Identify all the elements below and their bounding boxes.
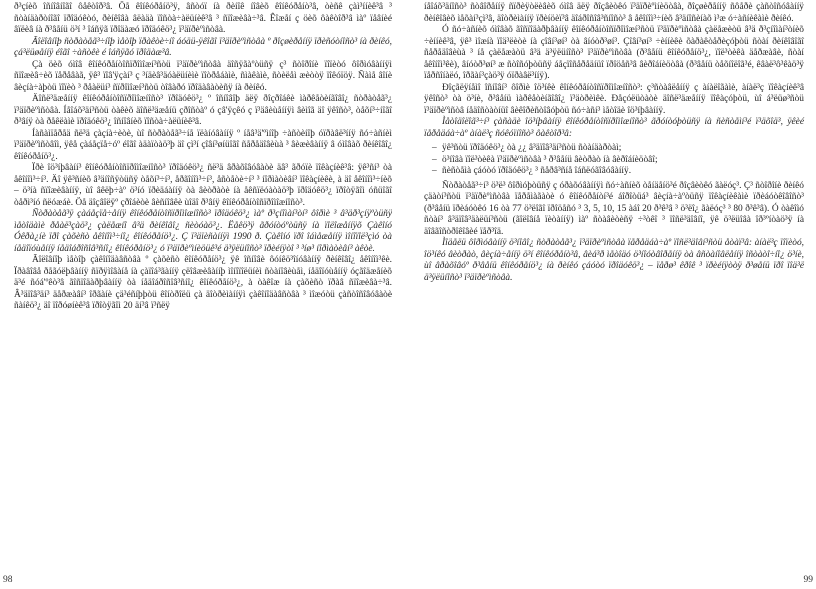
list-item: – ö³íîâà ïîë³òèêà ï³äïðèºìñòâà ³ ð³âåíü âèòðàò íà âèðîáíèöòâî; xyxy=(442,155,804,167)
paragraph: Ïðè îö³íþâàíí³ êîíêóðåíòîñïðîìîæíîñò³ ïðîäóêö³¿ ñë³ä âðàõîâóâàòè äâ³ ãðóïè ïîêàçíèê³â: ÿê³ñí³ òà åêîíîì³÷í³. Äî ÿê³ñíèõ â³äíîñÿòüñÿ òåõí³÷í³, åðãîíîì³÷í³, åñòåòè÷í³ ³ íîðìàòèâí³ ïîêàçíèêè, à äî åêîíîì³÷íèõ – ö³íà ñïîæèâàííÿ, ùî âêëþ÷àº ö³íó ïðèäáàííÿ òà âèòðàòè íà åêñïëóàòàö³þ ïðîäóêö³¿ ïðîòÿãîì óñüîãî òåðì³íó ñëóæáè. Öå äîçâîëÿº çðîáèòè âèñíîâêè ùîäî ð³âíÿ êîíêóðåíòîñïðîìîæíîñò³. xyxy=(14,163,392,208)
list-item: – ÿê³ñòü ïðîäóêö³¿ òà ¿¿ â³äïîâ³äí³ñòü ñòàíäàðòàì; xyxy=(442,143,804,155)
italic-paragraph: Ñòðàòåã³ÿ çàáåçïå÷åííÿ êîíêóðåíòîñïðîìîæíîñò³ ïðîäóêö³¿ ìàº ð³çíîìàí³òí³ ôîðìè ³ â³äð³çíÿºòüñÿ ìåòîäàìè ðåàë³çàö³¿ çàëåæíî â³ä ðèíêîâî¿ ñèòóàö³¿. Ëåêö³ÿ ãðóíòóºòüñÿ íà ïîëîæåííÿõ Çàêîíó Óêðà¿íè ïðî çàõèñò åêîíîì³÷íî¿ êîíêóðåíö³¿. Ç ï³äïèñàííÿì 1990 ð. Çàêîíó ïðî îáìåæåííÿ ìîíîïîë³çìó òà íåäîïóùåííÿ íåäîáðîñîâ³ñíî¿ êîíêóðåíö³¿ ó ï³äïðèºìíèöüê³é ä³ÿëüíîñò³ ïðèéíÿòî ³ ³íø³ íîðìàòèâí³ àêòè. xyxy=(14,209,392,254)
paragraph: Ó ñó÷àñíèõ óìîâàõ ãîñïîäàðþâàííÿ êîíêóðåíòîñïðîìîæí³ñòü ï³äïðèºìñòâà çàëåæèòü â³ä ð³çíîìàí³òíèõ ÷èííèê³â, ÿê³ ìîæíà ïîä³ëèòè íà çîâí³øí³ òà âíóòð³øí³. Çîâí³øí³ ÷èííèêè õàðàêòåðèçóþòü ñòàí ðèíêîâîãî ñåðåäîâèùà ³ íå çàëåæàòü â³ä ä³ÿëüíîñò³ ï³äïðèºìñòâà (ð³âåíü êîíêóðåíö³¿, ïîë³òèêà äåðæàâè, ñòàí åêîíîì³êè), âíóòð³øí³ æ ñòîñóþòüñÿ áåçïîñåðåäíüî ïðîöåñ³â âèðîáíèöòâà (ð³âåíü òåõíîëîã³é, êâàë³ô³êàö³ÿ ïåðñîíàëó, îðãàí³çàö³ÿ óïðàâë³ííÿ). xyxy=(424,25,804,81)
italic-paragraph: Ìîäåëü ôîðìóâàííÿ ö³íîâî¿ ñòðàòåã³¿ ï³äïðèºìñòâà ïåðåäáà÷àº ïîñë³äîâí³ñòü åòàï³â: àíàë³ç ïîïèòó, îö³íêó âèòðàò, âèçíà÷åííÿ ö³í êîíêóðåíò³â, âèá³ð ìåòîäó ö³íîóòâîðåííÿ òà âñòàíîâëåííÿ îñòàòî÷íî¿ ö³íè, ùî âðàõîâóº ð³âåíü êîíêóðåíö³¿ íà ðèíêó çáóòó ïðîäóêö³¿ – ïåðø³ êðîê ³ ïðèéíÿòòÿ ð³øåíü ïðî ïîä³ë ä³ÿëüíîñò³ ï³äïðèºìñòâà. xyxy=(424,238,804,283)
paragraph: ð³çíèõ îñíîâíîãî ôåêòîð³â. Öå êîíêóðåíö³ÿ, âñòóï íà ðèíîê íîâèõ êîíêóðåíò³â, òèñê çàì³ííèê³â ³ ñòàíäàðòíîãî ïðîäóêòó, ðèíêîâà âëàäà ïîñòà÷àëüíèê³â ³ ñïîæèâà÷³â. Êîæåí ç öèõ ôàêòîð³â ìàº ïåâíèé âïëèâ íà ð³âåíü ö³í ³ îáñÿã ïðîäàæó ïðîäóêö³¿ ï³äïðèºìñòâà. xyxy=(14,2,392,35)
bullet-list xyxy=(424,143,804,178)
italic-paragraph: Ìåòîäîëîã³÷í³ çàñàäè îö³íþâàííÿ êîíêóðåíòîñïðîìîæíîñò³ ãðóíòóþòüñÿ íà ñèñòåìí³é ï³äõîä³, ÿêèé ïåðåäáà÷àº àíàë³ç ñóêóïíîñò³ ôàêòîð³â: xyxy=(424,117,804,139)
page-number: 98 xyxy=(3,575,13,585)
paragraph: Çà öèõ óìîâ êîíêóðåíòîñïðîìîæí³ñòü ï³äïðèºìñòâà äîñÿãàºòüñÿ ç³ ñòîðîíè ïîïèòó ôîðìóâàííÿì ñïîæèâ÷èõ ïåðåâàã, ÿê³ ïîâ'ÿçàí³ ç ³íäèâ³äóàëüíèìè ïîòðåáàìè, ñìàêàìè, ñòèëåì æèòòÿ ïîêóïöÿ. Ñàìå âîíè âèçíà÷àþòü ïîïèò ³ ðåàëüí³ ñïðîìîæí³ñòü òîâàðó ïðîäàâàòèñÿ íà ðèíêó. xyxy=(14,59,392,93)
italic-paragraph: Ãîëîâíîþ ñòðàòåã³÷íîþ ìåòîþ ïðàêòè÷íî áóäü-ÿêîãî ï³äïðèºìñòâà º ðîçøèðåííÿ ïðèñóòíîñò³ íà ðèíêó, çá³ëüøåííÿ éîãî ÷àñòêè é îáñÿãó ïðîäàæ³â. xyxy=(14,36,392,58)
page-number: 99 xyxy=(803,575,813,585)
paragraph: Ñòðàòåã³÷í³ ö³ë³ ôîðìóþòüñÿ ç óðàõóâàííÿì ñó÷àñíèõ òåíäåíö³é ðîçâèòêó ãàëóç³. Ç³ ñòîðîíè ðèíêó çäàòí³ñòü ï³äïðèºìñòâà ïåðåìàãàòè ó êîíêóðåíòí³é áîðîòüá³ âèçíà÷àºòüñÿ ïîêàçíèêàìè ïðèáóòêîâîñò³ (ð³âåíü ïðèáóòêó 16 òà 77 ö³ëîãî ïðîöåñó ³ 3, 5, 10, 15 àáî 20 ð³ê³â ³ ö³ëî¿ ãàëóç³ ³ 80 ð³ê³â). Ó òàêîìó ñòàí³ â³äïîâ³äàëüí³ñòü (ãîëîâíå ïèòàííÿ) ìàº ñòàâèòèñÿ ÷³òêî ³ ïîñë³äîâíî, ÿê ö³ëüîâà îð³ºíòàö³ÿ íà äîâãîñòðîêîâèé ïåð³îä. xyxy=(424,180,804,237)
paragraph: Íàñàìïåðåä ñë³ä çàçíà÷èòè, ùî ñòðàòåã³÷íå ïëàíóâàííÿ º íåâ³ä'ºìíîþ ÷àñòèíîþ óïðàâë³ííÿ ñó÷àñíèì ï³äïðèºìñòâîì, ÿêå çàáåçïå÷óº éîãî àäàïòàö³þ äî çì³í çîâí³øíüîãî ñåðåäîâèùà ³ âèæèâàííÿ â óìîâàõ ðèíêîâî¿ êîíêóðåíö³¿. xyxy=(14,128,392,162)
paragraph: íåîáõ³äíîñò³ ñòâîðåííÿ ñïðèÿòëèâèõ óìîâ äëÿ ðîçâèòêó ï³äïðèºìíèöòâà, ðîçøèðåííÿ ñôåðè çàñòîñóâàííÿ ðèíêîâèõ ìåõàí³çì³â, äîòðèìàííÿ ïðèíöèï³â äîáðîñîâ³ñíîñò³ â åêîíîì³÷íèõ â³äíîñèíàõ ì³æ ó÷àñíèêàìè ðèíêó. xyxy=(424,2,804,24)
list-item: – ñèñòåìà çáóòó ïðîäóêö³¿ ³ ñåðâ³ñíå îáñëóãîâóâàííÿ. xyxy=(442,166,804,178)
left-text-column xyxy=(14,2,392,313)
right-page xyxy=(408,0,816,589)
paragraph: Ãîëîâíîþ ìåòîþ çàêîíîäàâñòâà º çàõèñò êîíêóðåíö³¿ ÿê îñíîâè ôóíêö³îíóâàííÿ ðèíêîâî¿ åêîíîì³êè. Ïðàâîâå ðåãóëþâàííÿ ñïðÿìîâàíå íà çàïîá³ãàííÿ çëîâæèâàííþ ìîíîïîëüíèì ñòàíîâèùåì, íåäîïóùåííÿ óçãîäæåíèõ ä³é ñóá'ºêò³â ãîñïîäàðþâàííÿ òà íåäîáðîñîâ³ñíî¿ êîíêóðåíö³¿, à òàêîæ íà çàõèñò ïðàâ ñïîæèâà÷³â. Â³äïîâ³äí³ äåðæàâí³ îðãàíè çä³éñíþþòü êîíòðîëü çà äîòðèìàííÿì çàêîíîäàâñòâà ³ ìîæóòü çàñòîñîâóâàòè ñàíêö³¿ äî ïîðóøíèê³â ïðîòÿãîì 20 äí³â ï³ñëÿ xyxy=(14,255,392,311)
paragraph: Äîñë³äæåííÿ êîíêóðåíòîñïðîìîæíîñò³ ïðîäóêö³¿ º îñíîâîþ äëÿ ðîçðîáêè ìàðêåòèíãîâî¿ ñòðàòåã³¿ ï³äïðèºìñòâà. Íåîáõ³äí³ñòü òàêèõ äîñë³äæåíü çðîñòàº ó çâ'ÿçêó ç ï³äâèùåííÿì âèìîã äî ÿêîñò³, òåõí³÷íîãî ð³âíÿ òà ðåêëàìè ïðîäóêö³¿ îñíîâíèõ ïîñòà÷àëüíèê³â. xyxy=(14,94,392,127)
paragraph: Ðîçãëÿíåìî îñíîâí³ ôîðìè îö³íêè êîíêóðåíòîñïðîìîæíîñò³: ç³ñòàâëåííÿ ç àíàëîãàìè, àíàë³ç ïîêàçíèê³â ÿêîñò³ òà ö³íè, ð³âåíü ìàðêåòèíãîâî¿ ï³äòðèìêè. Ðåçóëüòàòè äîñë³äæåííÿ ïîêàçóþòü, ùî á³ëüø³ñòü ï³äïðèºìñòâ íåäîñòàòíüî âèêîðèñòîâóþòü ñó÷àñí³ ìåòîäè îö³íþâàííÿ. xyxy=(424,82,804,116)
right-text-column xyxy=(424,2,804,284)
